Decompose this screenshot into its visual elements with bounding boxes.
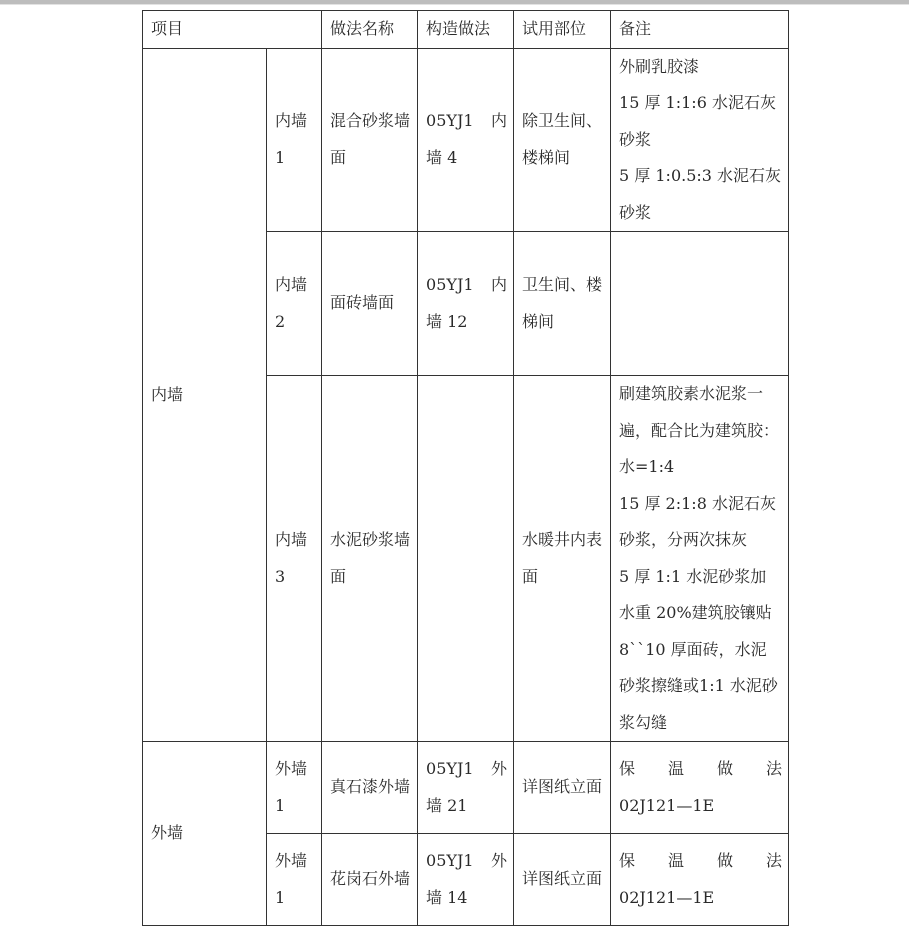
row-construction: [418, 232, 514, 376]
row-code: 内墙3: [267, 376, 322, 742]
header-item: 项目: [143, 11, 322, 49]
row-method-name: 混合砂浆墙面: [322, 48, 418, 232]
row-location: 除卫生间、楼梯间: [514, 48, 611, 232]
construction-std: 05YJ1 内: [426, 275, 508, 294]
remark-line: 5 厚 1:0.5:3 水泥石灰砂浆: [619, 166, 782, 222]
row-construction: [418, 834, 514, 926]
construction-item: 墙 12: [426, 311, 468, 331]
row-code: 外墙1: [267, 742, 322, 834]
remark-line: 15 厚 1:1:6 水泥石灰砂浆: [619, 93, 776, 149]
top-rule-shadow: [0, 4, 909, 5]
construction-std: 05YJ1 外: [426, 851, 508, 870]
row-method-name: 真石漆外墙: [322, 742, 418, 834]
row-remarks: [611, 834, 789, 926]
row-construction: [418, 742, 514, 834]
row-code: 内墙2: [267, 232, 322, 376]
row-remarks: [611, 48, 789, 232]
row-remarks: [611, 742, 789, 834]
row-method-name: 水泥砂浆墙面: [322, 376, 418, 742]
remark-line: 保温做法: [619, 851, 783, 870]
row-code: 外墙1: [267, 834, 322, 926]
table-header-row: [143, 11, 789, 49]
construction-item: 墙 14: [426, 887, 468, 907]
row-code: 内墙1: [267, 48, 322, 232]
table-row: [143, 48, 789, 232]
row-construction: [418, 48, 514, 232]
table-row: [143, 742, 789, 834]
row-method-name: 花岗石外墙: [322, 834, 418, 926]
construction-item: 墙 21: [426, 795, 468, 815]
remark-line: 5 厚 1:1 水泥砂浆加水重 20%建筑胶镶贴 8``10 厚面砖，水泥砂浆擦缝或1:1 水泥砂浆勾缝: [619, 566, 778, 732]
row-location: 详图纸立面: [514, 834, 611, 926]
remark-line: 刷建筑胶素水泥浆一遍，配合比为建筑胶：水=1:4: [619, 384, 780, 476]
remark-line: 15 厚 2:1:8 水泥石灰砂浆，分两次抹灰: [619, 493, 776, 549]
construction-std: 05YJ1 内: [426, 111, 508, 131]
category-interior-wall: 内墙: [143, 48, 267, 742]
header-location: 试用部位: [514, 11, 611, 49]
header-method-name: 做法名称: [322, 11, 418, 49]
row-location: 卫生间、楼梯间: [514, 232, 611, 376]
construction-std: 05YJ1 外: [426, 759, 508, 778]
remark-line: 保温做法: [619, 759, 783, 778]
construction-item: 墙 4: [426, 147, 458, 167]
remark-line: 外刷乳胶漆: [619, 56, 700, 76]
row-remarks: [611, 376, 789, 742]
category-exterior-wall: 外墙: [143, 742, 267, 926]
remark-line: 02J121—1E: [619, 887, 715, 907]
remark-line: 02J121—1E: [619, 795, 715, 815]
row-remarks: [611, 232, 789, 376]
header-remarks: 备注: [611, 11, 789, 49]
row-method-name: 面砖墙面: [322, 232, 418, 376]
wall-finish-table: [142, 10, 789, 926]
row-construction: [418, 376, 514, 742]
row-location: 水暖井内表面: [514, 376, 611, 742]
header-construction: 构造做法: [418, 11, 514, 49]
row-location: 详图纸立面: [514, 742, 611, 834]
